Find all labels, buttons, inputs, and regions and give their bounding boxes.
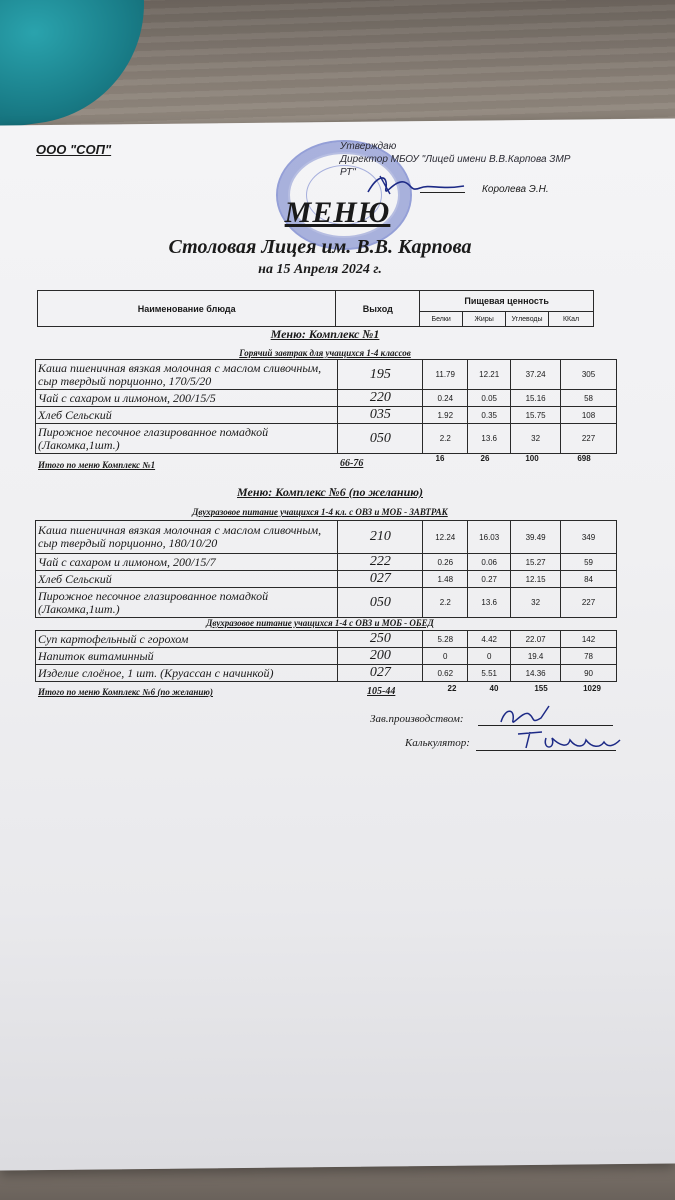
dish-fats: 5.51	[468, 665, 511, 682]
menu-header-table	[37, 290, 594, 327]
dish-fats: 4.42	[468, 631, 511, 648]
dish-proteins: 12.24	[423, 521, 468, 554]
dish-name: Суп картофельный с горохом	[36, 631, 338, 648]
complex1-total-kcal: 698	[577, 454, 591, 463]
dish-kcal: 227	[561, 588, 617, 618]
page-title: МЕНЮ	[284, 196, 391, 229]
complex6-total-proteins: 22	[447, 684, 457, 693]
header-fats: Жиры	[463, 312, 506, 327]
dish-output: 035	[338, 407, 423, 424]
header-carbs: Углеводы	[506, 312, 549, 327]
dish-name: Чай с сахаром и лимоном, 200/15/5	[36, 390, 338, 407]
complex6-total-label: Итого по меню Комплекс №6 (по желанию)	[38, 687, 213, 697]
dish-proteins: 1.92	[423, 407, 468, 424]
dish-carbs: 14.36	[511, 665, 561, 682]
dish-name: Пирожное песочное глазированное помадкой (Лакомка,1шт.)	[36, 424, 338, 454]
complex1-group-title: Горячий завтрак для учащихся 1-4 классов	[239, 348, 411, 358]
dish-name: Хлеб Сельский	[36, 407, 338, 424]
header-nutrition: Пищевая ценность	[420, 291, 594, 312]
header-proteins: Белки	[420, 312, 463, 327]
dish-carbs: 39.49	[511, 521, 561, 554]
dish-fats: 0.35	[468, 407, 511, 424]
dish-proteins: 0.24	[423, 390, 468, 407]
dish-fats: 13.6	[468, 424, 511, 454]
dish-proteins: 1.48	[423, 571, 468, 588]
complex6-total-carbs: 155	[534, 684, 548, 693]
complex1-total-output: 66-76	[340, 458, 364, 469]
dish-fats: 0	[468, 648, 511, 665]
dish-proteins: 0.26	[423, 554, 468, 571]
approval-line: РТ"	[340, 167, 356, 178]
dish-output: 050	[338, 424, 423, 454]
director-signature-line	[420, 192, 465, 193]
complex6-breakfast-title: Двухразовое питание учащихся 1-4 кл. с ОВЗ и МОБ - ЗАВТРАК	[192, 507, 448, 517]
complex1-total-fats: 26	[480, 454, 490, 463]
dish-fats: 0.27	[468, 571, 511, 588]
header-dish-name: Наименование блюда	[38, 291, 336, 327]
table-row	[36, 665, 617, 682]
dish-name: Чай с сахаром и лимоном, 200/15/7	[36, 554, 338, 571]
dish-proteins: 5.28	[423, 631, 468, 648]
complex6-total-kcal: 1029	[583, 684, 601, 693]
dish-output: 200	[338, 648, 423, 665]
dish-carbs: 32	[511, 588, 561, 618]
dish-carbs: 22.07	[511, 631, 561, 648]
dish-name: Пирожное песочное глазированное помадкой (Лакомка,1шт.)	[36, 588, 338, 618]
dish-output: 220	[338, 390, 423, 407]
dish-output: 027	[338, 665, 423, 682]
table-row	[36, 424, 617, 454]
complex6-breakfast-table	[35, 520, 617, 618]
dish-proteins: 11.79	[423, 360, 468, 390]
dish-carbs: 32	[511, 424, 561, 454]
dish-fats: 12.21	[468, 360, 511, 390]
dish-proteins: 2.2	[423, 588, 468, 618]
complex6-lunch-title: Двухразовое питание учащихся 1-4 с ОВЗ и МОБ - ОБЕД	[206, 618, 434, 628]
dish-output: 195	[338, 360, 423, 390]
dish-carbs: 15.27	[511, 554, 561, 571]
complex1-total-proteins: 16	[435, 454, 445, 463]
dish-kcal: 90	[561, 665, 617, 682]
production-head-label: Зав.производством:	[370, 713, 464, 725]
dish-output: 027	[338, 571, 423, 588]
table-row	[36, 571, 617, 588]
complex1-title: Меню: Комплекс №1	[270, 327, 380, 341]
dish-output: 210	[338, 521, 423, 554]
menu-date: на 15 Апреля 2024 г.	[258, 262, 382, 277]
dish-kcal: 227	[561, 424, 617, 454]
dish-kcal: 84	[561, 571, 617, 588]
dish-kcal: 305	[561, 360, 617, 390]
dish-name: Изделие слоёное, 1 шт. (Круассан с начинкой)	[36, 665, 338, 682]
table-row	[36, 360, 617, 390]
calculator-signature	[512, 726, 624, 754]
dish-name: Хлеб Сельский	[36, 571, 338, 588]
approval-line: Директор МБОУ "Лицей имени В.В.Карпова ЗМР	[340, 154, 571, 165]
table-row	[36, 631, 617, 648]
dish-kcal: 108	[561, 407, 617, 424]
dish-output: 050	[338, 588, 423, 618]
director-name: Королева Э.Н.	[482, 184, 549, 195]
dish-fats: 13.6	[468, 588, 511, 618]
complex1-total-carbs: 100	[525, 454, 539, 463]
complex1-table	[35, 359, 617, 454]
dish-kcal: 142	[561, 631, 617, 648]
dish-name: Напиток витаминный	[36, 648, 338, 665]
dish-fats: 16.03	[468, 521, 511, 554]
table-row	[36, 554, 617, 571]
approval-line: Утверждаю	[340, 141, 397, 152]
dish-proteins: 2.2	[423, 424, 468, 454]
table-row	[36, 521, 617, 554]
header-kcal: ККал	[549, 312, 594, 327]
dish-proteins: 0.62	[423, 665, 468, 682]
dish-fats: 0.05	[468, 390, 511, 407]
calculator-label: Калькулятор:	[405, 737, 470, 749]
dish-kcal: 58	[561, 390, 617, 407]
dish-carbs: 15.16	[511, 390, 561, 407]
complex6-total-fats: 40	[489, 684, 499, 693]
dish-carbs: 37.24	[511, 360, 561, 390]
complex6-lunch-table	[35, 630, 617, 682]
dish-output: 222	[338, 554, 423, 571]
canteen-name: Столовая Лицея им. В.В. Карпова	[168, 236, 472, 258]
dish-proteins: 0	[423, 648, 468, 665]
dish-carbs: 19.4	[511, 648, 561, 665]
table-row	[36, 390, 617, 407]
dish-name: Каша пшеничная вязкая молочная с маслом сливочным, сыр твердый порционно, 180/10/20	[36, 521, 338, 554]
dish-kcal: 59	[561, 554, 617, 571]
dish-kcal: 349	[561, 521, 617, 554]
table-row	[36, 407, 617, 424]
dish-carbs: 12.15	[511, 571, 561, 588]
complex6-total-output: 105-44	[367, 686, 396, 697]
dish-name: Каша пшеничная вязкая молочная с маслом сливочным, сыр твердый порционно, 170/5/20	[36, 360, 338, 390]
table-row	[36, 588, 617, 618]
organization-name: ООО "СОП"	[36, 142, 112, 157]
table-row	[36, 648, 617, 665]
dish-fats: 0.06	[468, 554, 511, 571]
dish-output: 250	[338, 631, 423, 648]
dish-kcal: 78	[561, 648, 617, 665]
header-output: Выход	[336, 291, 420, 327]
complex6-title: Меню: Комплекс №6 (по желанию)	[237, 485, 423, 499]
dish-carbs: 15.75	[511, 407, 561, 424]
complex1-total-label: Итого по меню Комплекс №1	[38, 460, 156, 470]
